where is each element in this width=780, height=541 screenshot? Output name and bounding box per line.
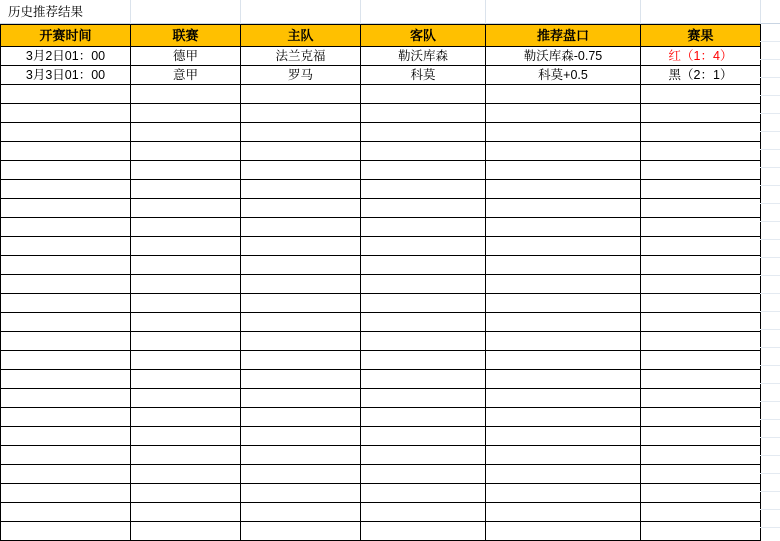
cell-empty[interactable] <box>131 446 241 465</box>
cell-empty[interactable] <box>760 168 780 186</box>
cell-result[interactable]: 黑（2：1） <box>641 66 761 85</box>
cell-empty[interactable] <box>486 389 641 408</box>
cell-empty[interactable] <box>760 114 780 132</box>
cell-empty[interactable] <box>641 313 761 332</box>
cell-empty[interactable] <box>641 237 761 256</box>
cell-empty[interactable] <box>241 389 361 408</box>
cell-empty[interactable] <box>131 85 241 104</box>
table-row[interactable] <box>1 389 761 408</box>
cell-empty[interactable] <box>641 294 761 313</box>
cell-empty[interactable] <box>361 218 486 237</box>
cell-empty[interactable] <box>1 218 131 237</box>
cell-empty[interactable] <box>760 258 780 276</box>
cell-empty[interactable] <box>486 427 641 446</box>
cell-empty[interactable] <box>1 237 131 256</box>
cell-empty[interactable] <box>131 370 241 389</box>
cell-empty[interactable] <box>131 218 241 237</box>
cell-empty[interactable] <box>760 330 780 348</box>
cell-empty[interactable] <box>1 313 131 332</box>
table-row[interactable] <box>1 370 761 389</box>
table-row[interactable] <box>1 237 761 256</box>
cell-empty[interactable] <box>131 161 241 180</box>
cell-empty[interactable] <box>241 427 361 446</box>
cell-empty[interactable] <box>760 492 780 510</box>
cell-empty[interactable] <box>641 199 761 218</box>
cell-empty[interactable] <box>641 370 761 389</box>
cell-empty[interactable] <box>641 142 761 161</box>
cell-empty[interactable] <box>760 150 780 168</box>
cell-empty[interactable] <box>361 142 486 161</box>
cell-match-time[interactable]: 3月3日01：00 <box>1 66 131 85</box>
cell-empty[interactable] <box>241 199 361 218</box>
cell-empty[interactable] <box>486 484 641 503</box>
cell-empty[interactable] <box>1 142 131 161</box>
column-header-handicap: 推荐盘口 <box>486 25 641 47</box>
table-row[interactable] <box>1 275 761 294</box>
cell-empty[interactable] <box>760 474 780 492</box>
cell-empty[interactable] <box>641 484 761 503</box>
cell-empty[interactable] <box>241 123 361 142</box>
column-divider <box>485 0 486 24</box>
cell-empty[interactable] <box>361 484 486 503</box>
cell-league[interactable]: 德甲 <box>131 47 241 66</box>
cell-empty[interactable] <box>241 484 361 503</box>
cell-empty[interactable] <box>760 276 780 294</box>
cell-empty[interactable] <box>241 85 361 104</box>
cell-empty[interactable] <box>361 313 486 332</box>
cell-empty[interactable] <box>1 465 131 484</box>
cell-empty[interactable] <box>361 161 486 180</box>
table-row[interactable] <box>1 142 761 161</box>
cell-empty[interactable] <box>641 275 761 294</box>
table-row[interactable] <box>1 66 761 85</box>
cell-empty[interactable] <box>241 351 361 370</box>
cell-empty[interactable] <box>760 366 780 384</box>
cell-empty[interactable] <box>1 370 131 389</box>
cell-empty[interactable] <box>131 142 241 161</box>
cell-empty[interactable] <box>641 351 761 370</box>
cell-empty[interactable] <box>641 332 761 351</box>
cell-empty[interactable] <box>760 420 780 438</box>
cell-empty[interactable] <box>131 256 241 275</box>
cell-empty[interactable] <box>760 510 780 528</box>
cell-match-time[interactable]: 3月2日01：00 <box>1 47 131 66</box>
cell-empty[interactable] <box>486 256 641 275</box>
table-row[interactable] <box>1 256 761 275</box>
cell-empty[interactable] <box>241 408 361 427</box>
cell-empty[interactable] <box>241 465 361 484</box>
cell-empty[interactable] <box>760 348 780 366</box>
cell-empty[interactable] <box>241 180 361 199</box>
table-row[interactable] <box>1 123 761 142</box>
cell-empty[interactable] <box>486 104 641 123</box>
cell-empty[interactable] <box>486 142 641 161</box>
cell-empty[interactable] <box>760 294 780 312</box>
cell-empty[interactable] <box>486 294 641 313</box>
cell-empty[interactable] <box>361 180 486 199</box>
cell-empty[interactable] <box>361 370 486 389</box>
cell-empty[interactable] <box>131 180 241 199</box>
cell-empty[interactable] <box>241 275 361 294</box>
cell-empty[interactable] <box>641 180 761 199</box>
page-title: 历史推荐结果 <box>8 4 84 19</box>
cell-empty[interactable] <box>486 465 641 484</box>
cell-empty[interactable] <box>760 222 780 240</box>
column-header-league: 联赛 <box>131 25 241 47</box>
cell-empty[interactable] <box>641 85 761 104</box>
cell-empty[interactable] <box>361 522 486 541</box>
cell-empty[interactable] <box>760 42 780 60</box>
cell-empty[interactable] <box>1 275 131 294</box>
cell-empty[interactable] <box>760 438 780 456</box>
cell-empty[interactable] <box>1 294 131 313</box>
cell-empty[interactable] <box>641 427 761 446</box>
cell-empty[interactable] <box>641 389 761 408</box>
cell-empty[interactable] <box>361 104 486 123</box>
cell-empty[interactable] <box>641 522 761 541</box>
column-divider <box>760 0 761 24</box>
cell-empty[interactable] <box>361 446 486 465</box>
cell-empty[interactable] <box>486 446 641 465</box>
cell-empty[interactable] <box>361 332 486 351</box>
column-header-away-team: 客队 <box>361 25 486 47</box>
cell-empty[interactable] <box>1 522 131 541</box>
column-header-home-team: 主队 <box>241 25 361 47</box>
column-header-match-time: 开赛时间 <box>1 25 131 47</box>
cell-empty[interactable] <box>760 186 780 204</box>
cell-empty[interactable] <box>486 85 641 104</box>
cell-empty[interactable] <box>486 332 641 351</box>
cell-empty[interactable] <box>361 294 486 313</box>
cell-empty[interactable] <box>1 256 131 275</box>
table-row[interactable] <box>1 427 761 446</box>
cell-home-team[interactable]: 罗马 <box>241 66 361 85</box>
cell-empty[interactable] <box>486 313 641 332</box>
cell-league[interactable]: 意甲 <box>131 66 241 85</box>
table-row[interactable] <box>1 313 761 332</box>
column-divider <box>640 0 641 24</box>
cell-empty[interactable] <box>131 484 241 503</box>
cell-empty[interactable] <box>486 161 641 180</box>
cell-empty[interactable] <box>486 218 641 237</box>
cell-empty[interactable] <box>760 132 780 150</box>
table-header-row <box>1 25 761 47</box>
cell-empty[interactable] <box>486 275 641 294</box>
cell-empty[interactable] <box>131 332 241 351</box>
title-row <box>0 0 780 24</box>
cell-empty[interactable] <box>1 332 131 351</box>
right-margin-cells <box>760 24 780 519</box>
cell-empty[interactable] <box>131 294 241 313</box>
cell-empty[interactable] <box>760 78 780 96</box>
cell-empty[interactable] <box>131 522 241 541</box>
cell-empty[interactable] <box>131 275 241 294</box>
cell-empty[interactable] <box>131 123 241 142</box>
cell-empty[interactable] <box>241 256 361 275</box>
cell-empty[interactable] <box>641 104 761 123</box>
cell-empty[interactable] <box>1 199 131 218</box>
cell-empty[interactable] <box>361 465 486 484</box>
cell-empty[interactable] <box>131 408 241 427</box>
recommendation-history-table <box>0 24 761 541</box>
cell-empty[interactable] <box>760 240 780 258</box>
cell-empty[interactable] <box>486 370 641 389</box>
cell-empty[interactable] <box>641 446 761 465</box>
cell-empty[interactable] <box>641 408 761 427</box>
cell-empty[interactable] <box>1 104 131 123</box>
cell-empty[interactable] <box>760 456 780 474</box>
table-row[interactable] <box>1 465 761 484</box>
cell-empty[interactable] <box>760 204 780 222</box>
cell-empty[interactable] <box>1 446 131 465</box>
cell-empty[interactable] <box>361 256 486 275</box>
cell-empty[interactable] <box>241 142 361 161</box>
cell-empty[interactable] <box>1 85 131 104</box>
cell-empty[interactable] <box>131 465 241 484</box>
table-row[interactable] <box>1 199 761 218</box>
cell-handicap[interactable]: 科莫+0.5 <box>486 66 641 85</box>
cell-empty[interactable] <box>760 60 780 78</box>
cell-empty[interactable] <box>241 332 361 351</box>
cell-empty[interactable] <box>361 85 486 104</box>
cell-empty[interactable] <box>241 237 361 256</box>
table-row[interactable] <box>1 408 761 427</box>
table-body <box>1 47 761 85</box>
cell-handicap[interactable]: 勒沃库森-0.75 <box>486 47 641 66</box>
cell-empty[interactable] <box>361 199 486 218</box>
table-row[interactable] <box>1 484 761 503</box>
cell-empty[interactable] <box>1 389 131 408</box>
table-row[interactable] <box>1 522 761 541</box>
cell-empty[interactable] <box>641 161 761 180</box>
table-row[interactable] <box>1 180 761 199</box>
cell-empty[interactable] <box>361 408 486 427</box>
cell-empty[interactable] <box>486 351 641 370</box>
cell-empty[interactable] <box>361 351 486 370</box>
cell-empty[interactable] <box>361 275 486 294</box>
cell-empty[interactable] <box>361 427 486 446</box>
cell-empty[interactable] <box>1 427 131 446</box>
column-divider <box>240 0 241 24</box>
cell-empty[interactable] <box>760 384 780 402</box>
cell-empty[interactable] <box>361 389 486 408</box>
table-row[interactable] <box>1 332 761 351</box>
column-divider <box>130 0 131 24</box>
cell-empty[interactable] <box>486 199 641 218</box>
cell-empty[interactable] <box>1 408 131 427</box>
cell-empty[interactable] <box>241 294 361 313</box>
cell-empty[interactable] <box>486 180 641 199</box>
cell-empty[interactable] <box>641 256 761 275</box>
cell-empty[interactable] <box>131 199 241 218</box>
cell-empty[interactable] <box>241 313 361 332</box>
cell-empty[interactable] <box>760 312 780 330</box>
cell-away-team[interactable]: 科莫 <box>361 66 486 85</box>
cell-empty[interactable] <box>641 465 761 484</box>
cell-empty[interactable] <box>760 96 780 114</box>
cell-empty[interactable] <box>131 313 241 332</box>
cell-empty[interactable] <box>486 522 641 541</box>
cell-empty[interactable] <box>486 408 641 427</box>
cell-empty[interactable] <box>131 104 241 123</box>
cell-empty[interactable] <box>131 351 241 370</box>
cell-empty[interactable] <box>131 237 241 256</box>
table-row[interactable] <box>1 47 761 66</box>
cell-empty[interactable] <box>241 161 361 180</box>
cell-empty[interactable] <box>760 24 780 42</box>
cell-empty[interactable] <box>131 427 241 446</box>
cell-empty[interactable] <box>641 123 761 142</box>
cell-empty[interactable] <box>1 351 131 370</box>
cell-empty[interactable] <box>486 123 641 142</box>
cell-empty[interactable] <box>361 123 486 142</box>
table-row[interactable] <box>1 218 761 237</box>
cell-empty[interactable] <box>241 522 361 541</box>
cell-empty[interactable] <box>1 180 131 199</box>
table-row[interactable] <box>1 294 761 313</box>
cell-empty[interactable] <box>241 218 361 237</box>
table-row[interactable] <box>1 85 761 104</box>
cell-empty[interactable] <box>760 402 780 420</box>
cell-empty[interactable] <box>1 123 131 142</box>
column-header-result: 赛果 <box>641 25 761 47</box>
cell-empty[interactable] <box>486 237 641 256</box>
cell-empty[interactable] <box>1 161 131 180</box>
cell-empty[interactable] <box>641 218 761 237</box>
cell-away-team[interactable]: 勒沃库森 <box>361 47 486 66</box>
cell-home-team[interactable]: 法兰克福 <box>241 47 361 66</box>
cell-empty[interactable] <box>1 484 131 503</box>
cell-empty[interactable] <box>241 370 361 389</box>
cell-empty[interactable] <box>241 104 361 123</box>
table-empty-rows <box>1 85 761 541</box>
table-row[interactable] <box>1 351 761 370</box>
cell-empty[interactable] <box>131 389 241 408</box>
table-row[interactable] <box>1 446 761 465</box>
cell-empty[interactable] <box>361 237 486 256</box>
column-divider <box>360 0 361 24</box>
table-row[interactable] <box>1 104 761 123</box>
cell-result[interactable]: 红（1：4） <box>641 47 761 66</box>
table-row[interactable] <box>1 161 761 180</box>
cell-empty[interactable] <box>241 446 361 465</box>
